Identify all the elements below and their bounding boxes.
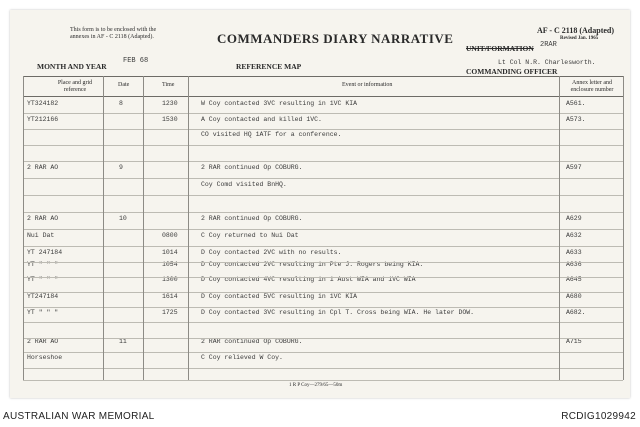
entry-annex-cell: A632	[566, 232, 582, 239]
col-header-annex-line-2: enclosure number	[570, 87, 614, 93]
entry-event-cell: C Coy returned to Nui Dat	[201, 232, 299, 239]
entry-place-cell: 2 RAR AO	[27, 338, 59, 345]
entry-annex-cell: A633	[566, 249, 582, 256]
month-year-label: MONTH AND YEAR	[37, 62, 107, 71]
commanding-officer-name: Lt Col N.R. Charlesworth.	[498, 59, 596, 66]
entry-annex-cell: A645	[566, 276, 582, 283]
entry-time-cell: 1725	[162, 309, 178, 316]
entry-event-cell: A Coy contacted and killed 1VC.	[201, 116, 322, 123]
print-line: 1 R P Coy—279/65—50m	[289, 383, 343, 388]
month-year-value: FEB 68	[123, 57, 149, 65]
entry-event-cell: 2 RAR continued Op COBURG.	[201, 164, 303, 171]
entry-place-cell: YT247184	[27, 293, 59, 300]
entry-place-cell: YT " " "	[27, 261, 59, 268]
ruled-line	[23, 145, 623, 146]
ruled-line	[23, 96, 623, 97]
entry-place-cell: YT324182	[27, 100, 59, 107]
entry-time-cell: 0800	[162, 232, 178, 239]
col-header-place-line-1: Place and grid	[57, 80, 93, 86]
entry-event-cell: D Coy contacted 4VC resulting in 1 Aust WIA and 1VC WIA	[201, 276, 416, 283]
footer-source: AUSTRALIAN WAR MEMORIAL	[3, 411, 155, 422]
col-header-date: Date	[118, 82, 130, 88]
ruled-line	[23, 212, 623, 213]
entry-date-cell: 8	[119, 100, 123, 107]
ruled-line	[23, 277, 623, 278]
entry-event-cell: D Coy contacted 2VC resulting in Pte J. Rogers being KIA.	[201, 261, 424, 268]
entry-annex-cell: A629	[566, 215, 582, 222]
entry-time-cell: 1054	[162, 261, 178, 268]
entry-annex-cell: A561.	[566, 100, 586, 107]
entry-place-cell: 2 RAR AO	[27, 215, 59, 222]
entry-place-cell: YT212166	[27, 116, 59, 123]
entry-annex-cell: A573.	[566, 116, 586, 123]
entry-place-cell: YT " " "	[27, 309, 59, 316]
ruled-line	[23, 307, 623, 308]
ruled-line	[23, 76, 623, 77]
entry-date-cell: 9	[119, 164, 123, 171]
entry-event-cell: 2 RAR continued Op COBURG.	[201, 338, 303, 345]
entry-time-cell: 1530	[162, 116, 178, 123]
entry-time-cell: 1014	[162, 249, 178, 256]
col-header-time: Time	[162, 82, 175, 88]
ruled-line	[23, 262, 623, 263]
entry-event-cell: D Coy contacted 3VC resulting in Cpl T. Cross being WIA. He later DOW.	[201, 309, 475, 316]
enclosure-note	[70, 27, 156, 41]
reference-map-label: REFERENCE MAP	[236, 62, 302, 71]
ruled-line	[23, 129, 623, 130]
ruled-line	[23, 368, 623, 369]
entry-annex-cell: A682.	[566, 309, 586, 316]
col-header-place-line-2: reference	[63, 87, 87, 93]
column-divider	[103, 76, 104, 380]
col-header-event: Event or information	[342, 82, 393, 88]
ruled-line	[23, 292, 623, 293]
ruled-line	[23, 195, 623, 196]
ruled-line	[23, 322, 623, 323]
entry-event-cell: CO visited HQ 1ATF for a conference.	[201, 131, 342, 138]
commanding-officer-label: COMMANDING OFFICER	[466, 67, 558, 76]
col-header-annex-line-1: Annex letter and	[572, 80, 612, 86]
entry-event-cell: C Coy relieved W Coy.	[201, 354, 283, 361]
entry-event-cell: D Coy contacted 2VC with no results.	[201, 249, 342, 256]
col-header-place	[45, 80, 105, 94]
ruled-line	[23, 246, 623, 247]
entry-time-cell: 1230	[162, 100, 178, 107]
entry-time-cell: 1300	[162, 276, 178, 283]
ruled-line	[23, 229, 623, 230]
entry-place-cell: YT 247184	[27, 249, 63, 256]
col-header-annex	[562, 80, 622, 94]
entry-annex-cell: A597	[566, 164, 582, 171]
unit-value: 2RAR	[540, 41, 557, 49]
unit-label: UNIT/FORMATION	[466, 44, 534, 53]
entry-event-cell: D Coy contacted 5VC resulting in 1VC KIA	[201, 293, 358, 300]
entry-place-cell: Nui Dat	[27, 232, 55, 239]
ruled-line	[23, 352, 623, 353]
entry-date-cell: 11	[119, 338, 127, 345]
enclosure-note-line-2: annexes in AF - C 2118 (Adapted).	[70, 34, 154, 40]
ruled-line	[23, 338, 623, 339]
revised-date: Revised Jan. 1965	[560, 36, 599, 41]
entry-event-cell: Coy Comd visited BnHQ.	[201, 181, 287, 188]
entry-event-cell: W Coy contacted 3VC resulting in 1VC KIA	[201, 100, 358, 107]
column-divider	[559, 76, 560, 380]
entry-event-cell: 2 RAR continued Op COBURG.	[201, 215, 303, 222]
enclosure-note-line-1: This form is to be enclosed with the	[70, 27, 157, 33]
entry-place-cell: 2 RAR AO	[27, 164, 59, 171]
entry-annex-cell: A636	[566, 261, 582, 268]
ruled-line	[23, 161, 623, 162]
column-divider	[623, 76, 624, 380]
footer-record-id: RCDIG1029942	[561, 411, 636, 422]
column-divider	[143, 76, 144, 380]
entry-time-cell: 1614	[162, 293, 178, 300]
ruled-line	[23, 380, 623, 381]
column-divider	[188, 76, 189, 380]
entry-date-cell: 10	[119, 215, 127, 222]
entry-place-cell: YT " " "	[27, 276, 59, 283]
ruled-line	[23, 113, 623, 114]
form-code: AF - C 2118 (Adapted)	[537, 26, 615, 35]
entry-annex-cell: A715	[566, 338, 582, 345]
form-title: COMMANDERS DIARY NARRATIVE	[217, 31, 454, 46]
column-divider	[23, 76, 24, 380]
entry-annex-cell: A680	[566, 293, 582, 300]
ruled-line	[23, 178, 623, 179]
entry-place-cell: Horseshoe	[27, 354, 63, 361]
